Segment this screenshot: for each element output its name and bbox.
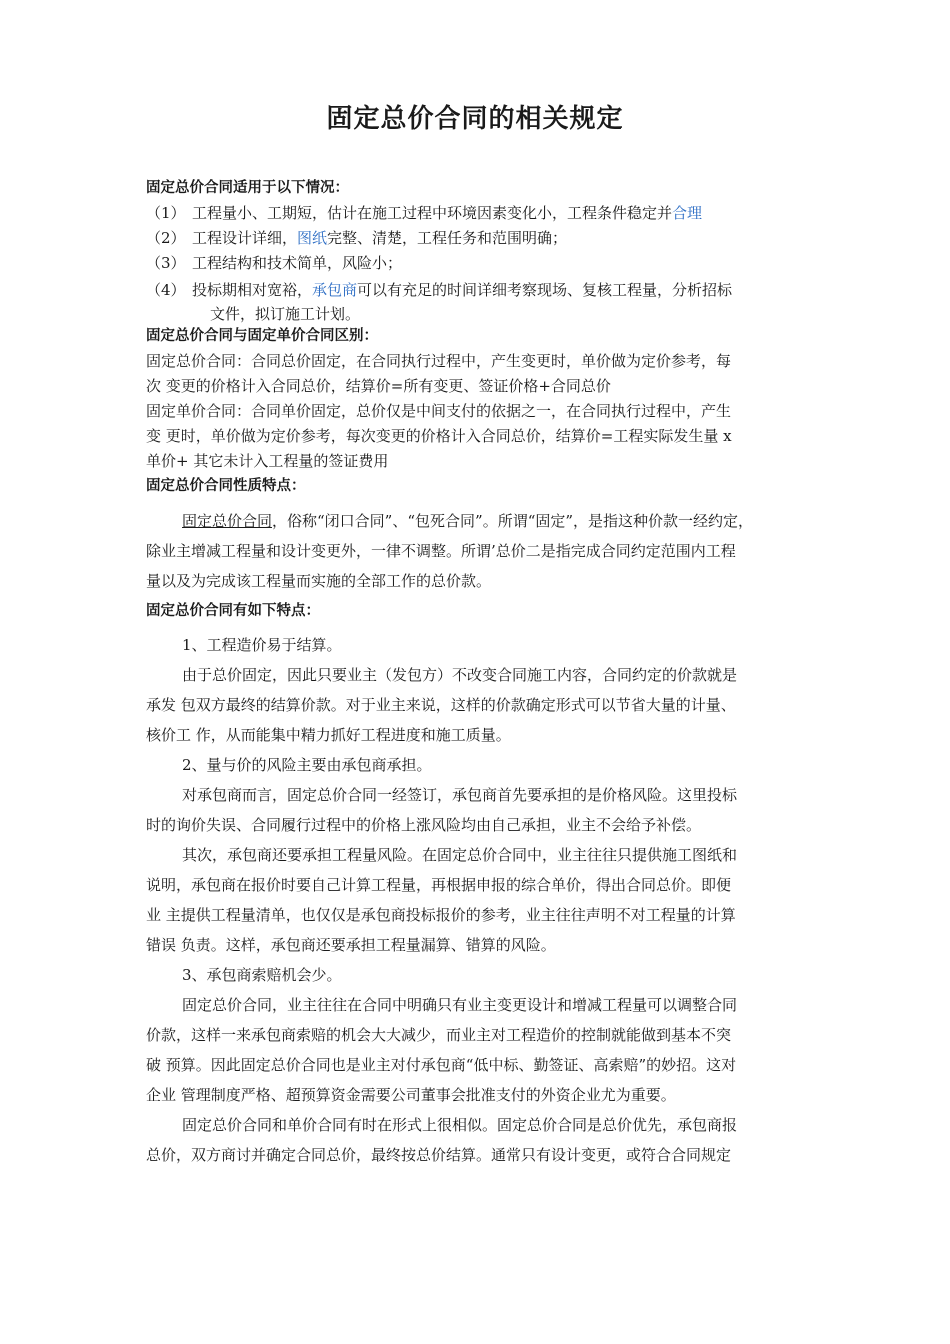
section-difference — [146, 324, 822, 499]
paragraph-line: 对承包商而言，固定总价合同一经签订，承包商首先要承担的是价格风险。这里投标 — [182, 786, 738, 804]
list-item — [146, 226, 822, 251]
paragraph-line: 破 预算。因此固定总价合同也是业主对付承包商“低中标、勤签证、高索赔”的妙招。这对 — [146, 1056, 737, 1074]
paragraph-line: 企业 管理制度严格、超预算资金需要公司董事会批准支付的外资企业尤为重要。 — [146, 1086, 676, 1104]
section-features — [146, 630, 822, 1170]
item-text-rest: 完整、清楚，工程任务和范围明确； — [327, 229, 568, 247]
paragraph-line: 承发 包双方最终的结算价款。对于业主来说，这样的价款确定形式可以节省大量的计量、 — [146, 696, 736, 714]
paragraph-line: 固定总价合同：合同总价固定，在合同执行过程中，产生变更时，单价做为定价参考，每 — [146, 352, 732, 370]
paragraph-line: 其次，承包商还要承担工程量风险。在固定总价合同中，业主往往只提供施工图纸和 — [182, 846, 738, 864]
item-text-rest: 可以有充足的时间详细考察现场、复核工程量，分析招标 — [357, 281, 733, 299]
list-item — [146, 276, 822, 302]
list-item — [146, 251, 822, 276]
paragraph-line: 固定总价合同，业主往往在合同中明确只有业主变更设计和增减工程量可以调整合同 — [182, 996, 738, 1014]
feature-heading: 2、量与价的风险主要由承包商承担。 — [182, 756, 432, 774]
item-text: 工程设计详细， — [192, 229, 298, 247]
paragraph-line: 单价+ 其它未计入工程量的签证费用 — [146, 452, 389, 470]
section-applicable-cases — [146, 176, 822, 327]
list-item — [146, 201, 822, 226]
paragraph-line: 次 变更的价格计入合同总价，结算价=所有变更、签证价格+合同总价 — [146, 377, 611, 395]
paragraph-line: 业 主提供工程量清单，也仅仅是承包商投标报价的参考，业主往往声明不对工程量的计算 — [146, 906, 736, 924]
feature-heading: 3、承包商索赔机会少。 — [182, 966, 342, 984]
paragraph-line: 固定单价合同：合同单价固定，总价仅是中间支付的依据之一，在合同执行过程中，产生 — [146, 402, 732, 420]
paragraph-text: ，俗称“闭口合同”、“包死合同”。所谓“固定”，是指这种价款一经约定， — [272, 512, 754, 530]
feature-heading: 1、工程造价易于结算。 — [182, 636, 342, 654]
paragraph-line: 除业主增减工程量和设计变更外，一律不调整。所谓’总价二是指完成合同约定范围内工程 — [146, 542, 736, 560]
item-number: （4） — [146, 281, 186, 299]
section-heading: 固定总价合同适用于以下情况： — [146, 180, 349, 196]
section-heading: 固定总价合同性质特点： — [146, 478, 306, 494]
link-chengbaoshang[interactable]: 承包商 — [312, 281, 358, 299]
paragraph-line: 错误 负责。这样，承包商还要承担工程量漏算、错算的风险。 — [146, 936, 556, 954]
paragraph-line: 固定总价合同和单价合同有时在形式上很相似。固定总价合同是总价优先，承包商报 — [182, 1116, 738, 1134]
paragraph-line: 说明，承包商在报价时要自己计算工程量，再根据申报的综合单价，得出合同总价。即便 — [146, 876, 732, 894]
item-number: （1） — [146, 204, 186, 222]
list-item-continuation: 文件，拟订施工计划。 — [210, 305, 361, 323]
paragraph-line: 核价工 作，从而能集中精力抓好工程进度和施工质量。 — [146, 726, 511, 744]
paragraph-line: 由于总价固定，因此只要业主（发包方）不改变合同施工内容，合同约定的价款就是 — [182, 666, 738, 684]
paragraph-line: 量以及为完成该工程量而实施的全部工作的总价款。 — [146, 572, 492, 590]
paragraph-line: 时的询价失误、合同履行过程中的价格上涨风险均由自己承担，业主不会给予补偿。 — [146, 816, 702, 834]
section-nature — [146, 506, 822, 626]
paragraph-line: 变 更时，单价做为定价参考，每次变更的价格计入合同总价，结算价=工程实际发生量 x — [146, 427, 732, 445]
paragraph-line — [146, 506, 822, 536]
item-number: （3） — [146, 254, 186, 272]
item-number: （2） — [146, 229, 186, 247]
section-heading: 固定总价合同与固定单价合同区别： — [146, 328, 378, 344]
paragraph-line: 价款，这样一来承包商索赔的机会大大减少，而业主对工程造价的控制就能做到基本不突 — [146, 1026, 732, 1044]
document-title: 固定总价合同的相关规定 — [326, 104, 624, 134]
link-tuzhi[interactable]: 图纸 — [297, 229, 328, 247]
item-text: 投标期相对宽裕， — [192, 281, 313, 299]
item-text: 工程量小、工期短，估计在施工过程中环境因素变化小，工程条件稳定并 — [192, 204, 673, 222]
item-text: 工程结构和技术简单，风险小； — [192, 254, 403, 272]
paragraph-line: 总价，双方商讨并确定合同总价，最终按总价结算。通常只有设计变更，或符合合同规定 — [146, 1146, 732, 1164]
underlined-term: 固定总价合同 — [182, 512, 273, 530]
section-heading: 固定总价合同有如下特点： — [146, 603, 320, 619]
link-heli[interactable]: 合理 — [672, 204, 703, 222]
